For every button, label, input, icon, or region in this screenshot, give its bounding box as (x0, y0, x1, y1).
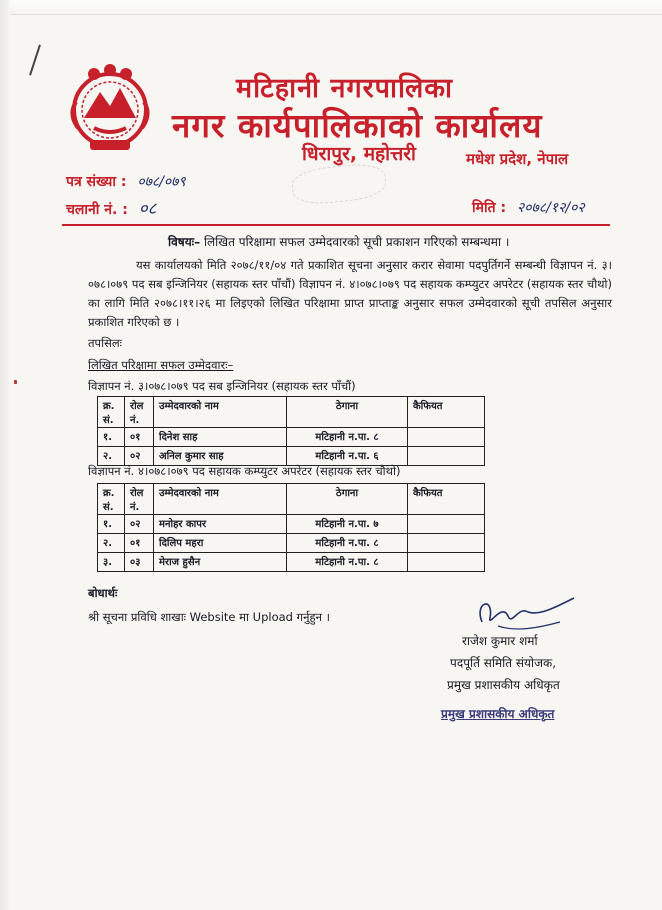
table2-caption: विज्ञापन नं. ४।०७८।०७९ पद सहायक कम्प्युटर अपरेटर (सहायक स्तर चौथो) (88, 464, 401, 478)
cell-address: मटिहानी न.पा. ८ (287, 428, 408, 447)
table-header-row (98, 397, 485, 428)
cell-remarks (408, 515, 485, 534)
col-name: उम्मेदवारको नाम (154, 484, 287, 515)
cell-name: दिलिप महरा (154, 534, 287, 553)
cc-line: श्री सूचना प्रविधि शाखाः Website मा Upload गर्नुहुन । (88, 610, 330, 624)
col-remarks: कैफियत (408, 397, 485, 428)
nepal-emblem-icon (64, 62, 156, 154)
letter-date-label: मिति : (472, 200, 507, 216)
table-row (98, 515, 485, 534)
table-row (98, 428, 485, 447)
cell-remarks (408, 553, 485, 572)
table-sub-engineer (97, 396, 485, 466)
cell-serial: ३. (98, 553, 125, 572)
cell-remarks (408, 534, 485, 553)
table-header-row (98, 484, 485, 515)
cell-roll: ०१ (125, 428, 154, 447)
ink-dot (14, 380, 17, 384)
cell-serial: २. (98, 534, 125, 553)
list-heading: लिखित परिक्षामा सफल उम्मेदवारः– (88, 358, 234, 372)
col-serial: क्र. सं. (98, 484, 125, 515)
col-roll: रोल नं. (125, 484, 154, 515)
col-serial: क्र. सं. (98, 397, 125, 428)
cell-name: मेराज हुसैन (154, 553, 287, 572)
signatory-role-2: प्रमुख प्रशासकीय अधिकृत (447, 678, 560, 692)
col-remarks: कैफियत (408, 484, 485, 515)
subject-text: लिखित परिक्षामा सफल उम्मेदवारको सूची प्रकाशन गरिएको सम्बन्धमा । (203, 235, 510, 249)
letter-date (472, 198, 585, 217)
cell-roll: ०२ (125, 447, 154, 466)
cell-serial: १. (98, 428, 125, 447)
letter-number-label: पत्र संख्या : (66, 174, 127, 190)
col-address: ठेगाना (287, 397, 408, 428)
cell-name: दिनेश साह (154, 428, 287, 447)
table-computer-operator (97, 483, 485, 572)
dispatch-number (66, 196, 156, 219)
letter-date-value: २०७८/१२/०२ (516, 200, 585, 216)
subject-label: विषयः– (168, 235, 201, 249)
cell-roll: ०१ (125, 534, 154, 553)
cc-heading: बोधार्थः (88, 586, 118, 600)
faint-stamp (290, 161, 387, 207)
municipality-name: मटिहानी नगरपालिका (236, 73, 454, 104)
cell-address: मटिहानी न.पा. ७ (287, 515, 408, 534)
signatory-name: राजेश कुमार शर्मा (462, 634, 538, 648)
office-name: नगर कार्यपालिकाको कार्यालय (172, 106, 543, 145)
pen-mark (29, 44, 41, 75)
cell-remarks (408, 447, 485, 466)
cell-serial: २. (98, 447, 125, 466)
cell-address: मटिहानी न.पा. ६ (287, 447, 408, 466)
letter-number (66, 172, 186, 191)
header-rule (62, 224, 610, 226)
cell-address: मटिहानी न.पा. ८ (287, 553, 408, 572)
cell-remarks (408, 428, 485, 447)
paper-top-edge (0, 0, 662, 15)
cell-name: अनिल कुमार साह (154, 447, 287, 466)
table-row (98, 534, 485, 553)
dispatch-number-label: चलानी नं. : (66, 202, 128, 218)
tapasil-label: तपसिलः (88, 336, 122, 350)
table1-caption: विज्ञापन नं. ३।०७८।०७९ पद सब इन्जिनियर (सहायक स्तर पाँचौं) (88, 379, 356, 393)
cell-roll: ०३ (125, 553, 154, 572)
subject-line (168, 233, 509, 250)
col-address: ठेगाना (287, 484, 408, 515)
col-roll: रोल नं. (125, 397, 154, 428)
cell-name: मनोहर कापर (154, 515, 287, 534)
paper-left-edge (0, 0, 10, 910)
handwritten-signature (468, 592, 578, 636)
table-row (98, 553, 485, 572)
body-paragraph: यस कार्यालयको मिति २०७८/११/०४ गते प्रकाशित सूचना अनुसार करार सेवामा पदपुर्तिगर्ने सम्बन्धी विज्ञापन नं. ३।०७८।०७९ पद सब इन्जिनियर (सहायक स्तर पाँचौं) विज्ञापन नं. ४।०७८।०७९ पद सहायक कम्प्युटर अपरेटर (सहायक स्तर चौथो) का लागि मिति २०७८।११।२६ मा लिइएको लिखित परिक्षामा प्राप्त प्राप्ताङ्क अनुसार सफल उम्मेदवारको सूची तपसिल अनुसार प्रकाशित गरिएको छ । (88, 258, 612, 329)
cell-serial: १. (98, 515, 125, 534)
cell-address: मटिहानी न.पा. ८ (287, 534, 408, 553)
office-address: धिरापुर, महोत्तरी (302, 143, 416, 165)
dispatch-number-value: ०८ (138, 199, 157, 219)
designation-stamp: प्रमुख प्रशासकीय अधिकृत (441, 707, 555, 721)
table-row (98, 447, 485, 466)
province-name: मधेश प्रदेश, नेपाल (466, 150, 569, 168)
cell-roll: ०२ (125, 515, 154, 534)
col-name: उम्मेदवारको नाम (154, 397, 287, 428)
letter-number-value: ०७८/०७९ (137, 174, 186, 190)
signatory-role-1: पदपूर्ति समिति संयोजक, (450, 656, 557, 670)
